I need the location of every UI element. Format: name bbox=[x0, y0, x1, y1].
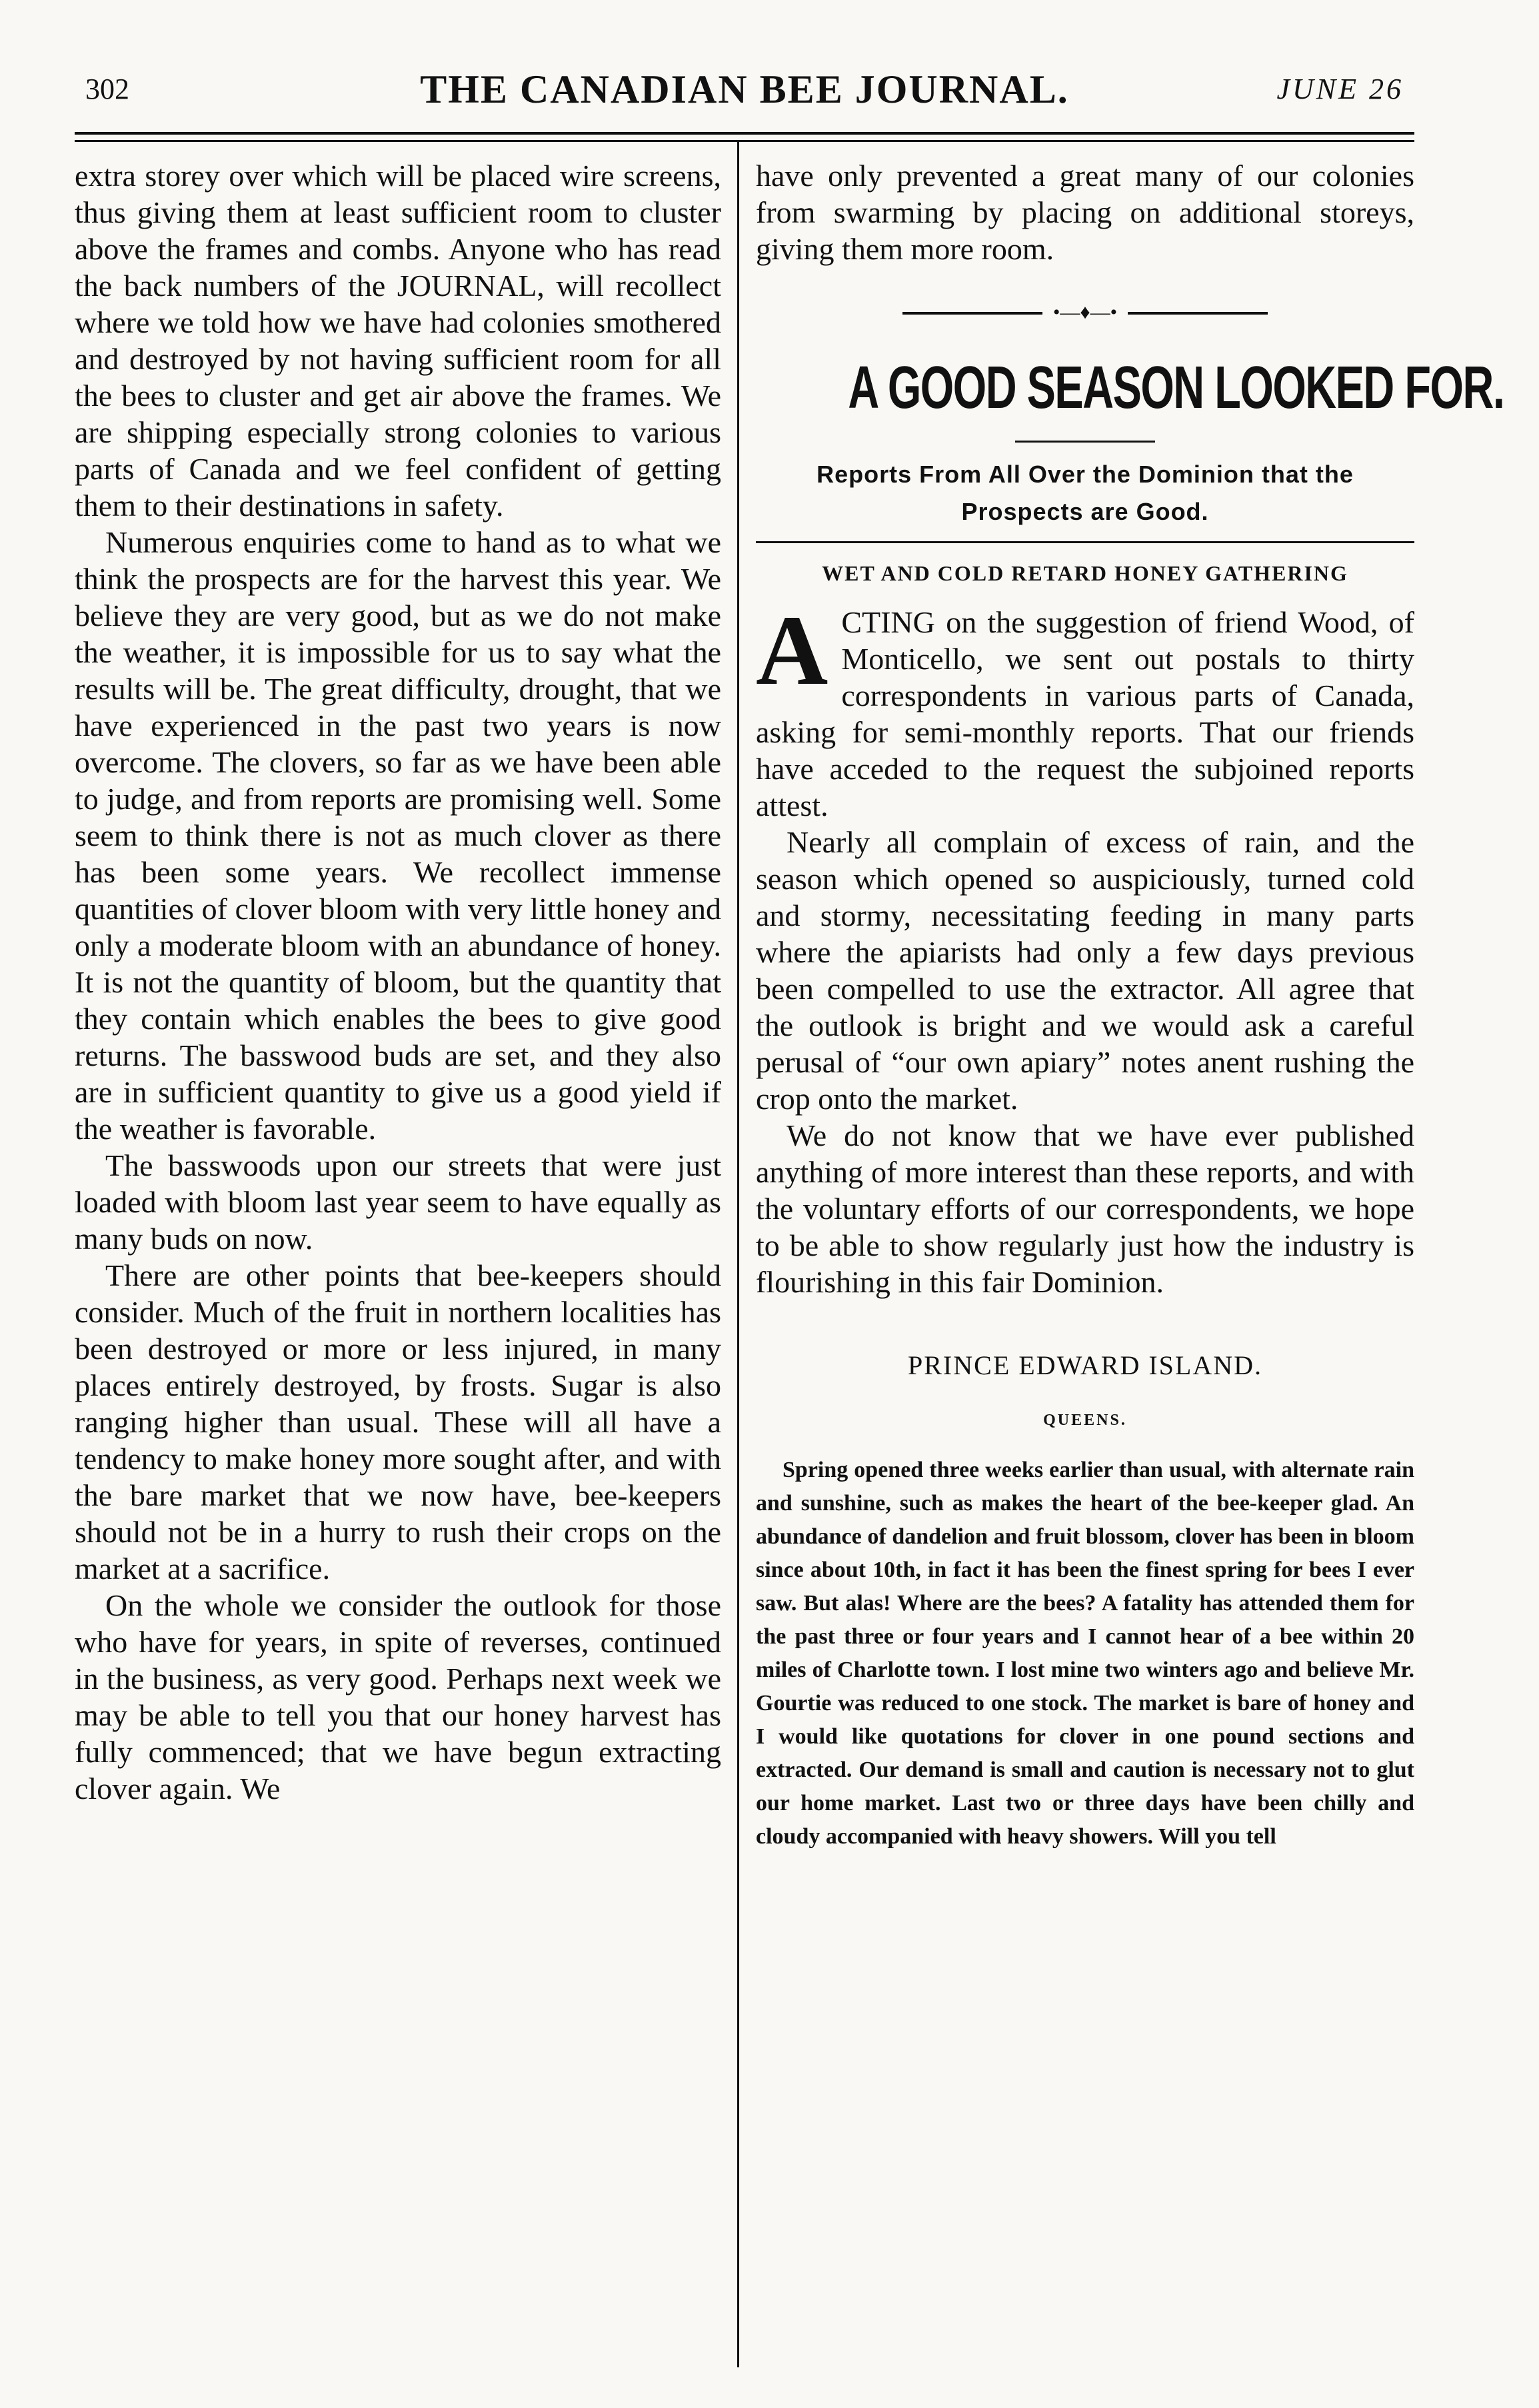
article-paragraph: Nearly all complain of excess of rain, and the season which opened so auspiciously, turned cold and stormy, necessitating feeding in many parts where the apiarists had only a few days previous been compelled to use the extractor. All agree that the outlook is bright and we would ask a careful perusal of “our own apiary” notes anent rushing the crop onto the market. bbox=[756, 825, 1414, 1116]
header-rule-bottom bbox=[75, 140, 1414, 142]
article-paragraph: The basswoods upon our streets that were just loaded with bloom last year seem to have equally as many buds on now. bbox=[75, 1148, 721, 1256]
page-number: 302 bbox=[85, 73, 129, 105]
journal-title: THE CANADIAN BEE JOURNAL. bbox=[420, 67, 1069, 111]
lead-paragraph bbox=[756, 595, 1414, 824]
subhead-rule bbox=[756, 541, 1414, 543]
column-divider bbox=[737, 141, 739, 2367]
report-text bbox=[756, 1454, 1414, 1853]
section-title: PRINCE EDWARD ISLAND. bbox=[908, 1350, 1262, 1380]
headline-rule bbox=[1015, 441, 1155, 443]
report-paragraph: Spring opened three weeks earlier than usual, with alternate rain and sunshine, such as makes the heart of the bee-keeper glad. An abundance of dandelion and fruit blossom, clover has been in bloom since about 10th, in fact it has been the finest spring for bees I ever saw. But alas! Where are the bees? A fatality has attended them for the past three or four years and I cannot hear of a bee within 20 miles of Charlotte town. I lost mine two winters ago and believe Mr. Gourtie was reduced to one stock. The market is bare of honey and I would like quotations for clover in one pound sections and extracted. Our demand is small and caution is necessary not to glut our home market. Last two or three days have been chilly and cloudy accompanied with heavy showers. Will you tell bbox=[756, 1458, 1414, 1849]
article-paragraph: Numerous enquiries come to hand as to what we think the prospects are for the harvest this year. We believe they are very good, but as we do not make the weather, it is impossible for us to say what the results will be. The great difficulty, drought, that we have experienced in the past two years is now overcome. The clovers, so far as we have been able to judge, and from reports are promising well. Some seem to think there is not as much clover as there has been some years. We recollect immense quantities of clover bloom with very little honey and only a moderate bloom with an abundance of honey. It is not the quantity of bloom, but the quantity that they contain which enables the bees to give good returns. The basswood buds are set, and they also are in sufficient quantity to give us a good yield if the weather is favorable. bbox=[75, 525, 721, 1146]
header-rule-top bbox=[75, 132, 1414, 135]
ornamental-divider bbox=[756, 279, 1414, 346]
page-header bbox=[75, 67, 1414, 120]
drop-cap: A bbox=[756, 595, 828, 706]
ornament-glyph: •—♦—• bbox=[1042, 301, 1128, 325]
article-paragraph: On the whole we consider the outlook for those who have for years, in spite of reverses, continued in the business, as very good. Perhaps next week we may be able to tell you that our honey harvest has fully commenced; that we have begun extracting clover again. We bbox=[75, 1588, 721, 1806]
county-label: QUEENS. bbox=[1043, 1412, 1127, 1429]
article-headline: A GOOD SEASON LOOKED FOR. bbox=[848, 355, 1504, 421]
article-paragraph: extra storey over which will be placed wire screens, thus giving them at least sufficient room to cluster above the frames and combs. Anyone who has read the back numbers of the JOURNAL, will recollect where we told how we have had colonies smothered and destroyed by not having sufficient room for all the bees to cluster and get air above the frames. We are shipping especially strong colonies to various parts of Canada and we feel confident of getting them to their destinations in safety. bbox=[75, 159, 721, 523]
continued-paragraph: have only prevented a great many of our colonies from swarming by placing on additional storeys, giving them more room. bbox=[756, 159, 1414, 266]
left-column bbox=[75, 157, 721, 1807]
article-paragraph: We do not know that we have ever published anything of more interest than these reports, and with the voluntary efforts of our correspondents, we hope to be able to show regularly just how the industry is flourishing in this fair Dominion. bbox=[756, 1118, 1414, 1299]
article-paragraph: There are other points that bee-keepers should consider. Much of the fruit in northern localities has been destroyed or more or less injured, in many places entirely destroyed, by frosts. Sugar is also ranging higher than usual. These will all have a tendency to make honey more sought after, and with the bare market that we now have, bee-keepers should not be in a hurry to rush their crops on the market at a sacrifice. bbox=[75, 1258, 721, 1586]
article-subhead: Reports From All Over the Dominion that the Prospects are Good. bbox=[816, 461, 1354, 525]
right-column bbox=[756, 157, 1504, 1853]
lead-text: CTING on the suggestion of friend Wood, of Monticello, we sent out postals to thirty correspondents in various parts of Canada, asking for semi-monthly reports. That our friends have acceded to the request the subjoined reports attest. bbox=[756, 605, 1414, 822]
article-caption: WET AND COLD RETARD HONEY GATHERING bbox=[822, 561, 1348, 585]
issue-date: JUNE 26 bbox=[1276, 73, 1404, 105]
